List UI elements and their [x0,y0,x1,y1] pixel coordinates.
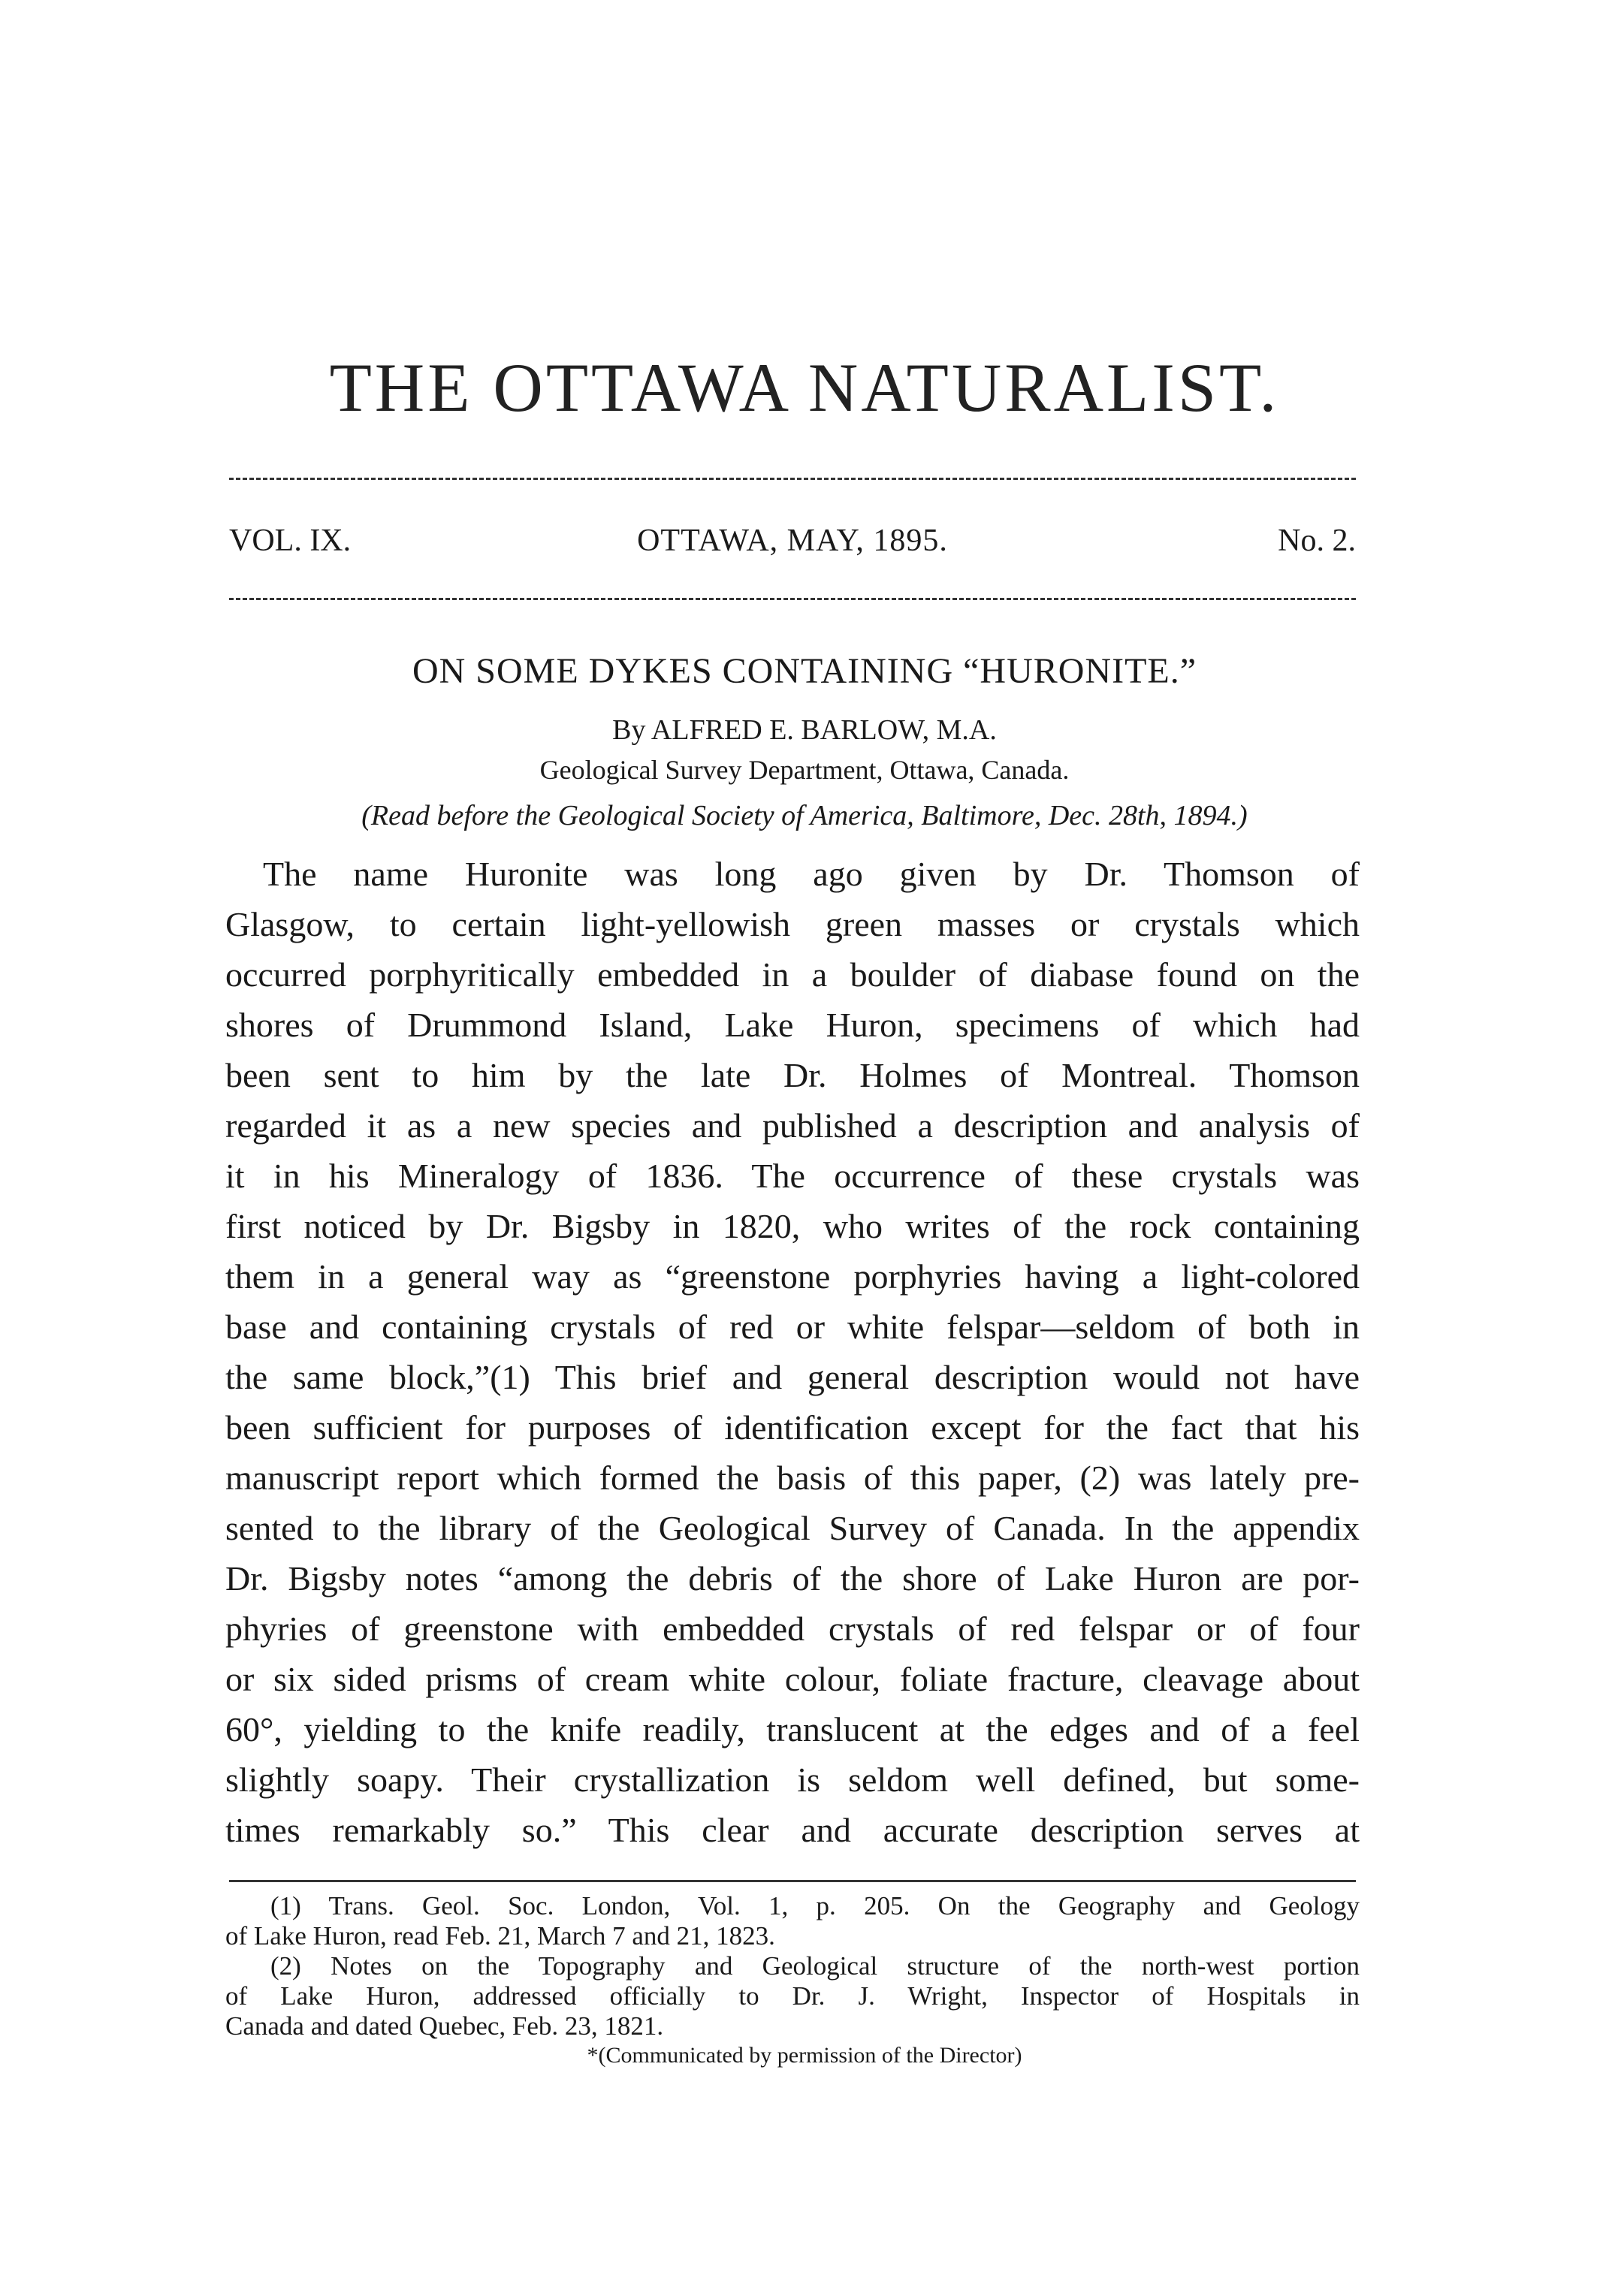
body-line: Dr. Bigsby notes “among the debris of the shore of Lake Huron are por- [225,1559,1360,1598]
body-line: been sufficient for purposes of identification except for the fact that his [225,1408,1360,1447]
body-line: regarded it as a new species and published a description and analysis of [225,1106,1360,1145]
article-body [225,849,1360,1855]
body-line: base and containing crystals of red or white felspar—seldom of both in [225,1308,1360,1346]
body-line: times remarkably so.” This clear and accurate description serves at [225,1811,1360,1849]
article-title: ON SOME DYKES CONTAINING “HURONITE.” [412,651,1197,691]
issue-number-label: No. 2. [1278,523,1356,558]
body-line: The name Huronite was long ago given by Dr. Thomson of [263,855,1360,893]
body-line: shores of Drummond Island, Lake Huron, specimens of which had [225,1006,1360,1044]
body-line: Glasgow, to certain light-yellowish green masses or crystals which [225,905,1360,943]
body-line: sented to the library of the Geological Survey of Canada. In the appendix [225,1509,1360,1547]
communication-credit: *(Communicated by permission of the Director) [587,2043,1022,2068]
footnote-line: of Lake Huron, read Feb. 21, March 7 and 21, 1823. [225,1921,775,1951]
issue-line [229,518,1356,563]
body-line: them in a general way as “greenstone porphyries having a light-colored [225,1257,1360,1296]
article-byline: By ALFRED E. BARLOW, M.A. [612,714,997,746]
body-line: 60°, yielding to the knife readily, translucent at the edges and of a feel [225,1710,1360,1748]
body-line: manuscript report which formed the basis of this paper, (2) was lately pre- [225,1459,1360,1497]
footnotes [225,1891,1360,2041]
footnote-line: (2) Notes on the Topography and Geological structure of the north-west portion [270,1951,1360,1981]
body-line: slightly soapy. Their crystallization is seldom well defined, but some- [225,1760,1360,1799]
masthead-rule-top [229,478,1356,480]
body-line: or six sided prisms of cream white colour, foliate fracture, cleavage about [225,1660,1360,1698]
footnote-line: of Lake Huron, addressed officially to Dr. J. Wright, Inspector of Hospitals in [225,1981,1360,2011]
footnote-line: (1) Trans. Geol. Soc. London, Vol. 1, p. 205. On the Geography and Geology [270,1891,1360,1920]
volume-label: VOL. IX. [229,523,352,558]
body-line: first noticed by Dr. Bigsby in 1820, who writes of the rock containing [225,1207,1360,1245]
footnote-line: Canada and dated Quebec, Feb. 23, 1821. [225,2011,664,2041]
author-affiliation: Geological Survey Department, Ottawa, Canada. [539,755,1070,785]
footnote-rule [229,1880,1356,1882]
body-line: the same block,”(1) This brief and general description would not have [225,1358,1360,1396]
masthead-title: THE OTTAWA NATURALIST. [329,349,1280,426]
body-line: phyries of greenstone with embedded crystals of red felspar or of four [225,1610,1360,1648]
read-before-note: (Read before the Geological Society of America, Baltimore, Dec. 28th, 1894.) [361,800,1248,831]
masthead-rule-bottom [229,598,1356,600]
place-date-label: OTTAWA, MAY, 1895. [637,523,948,558]
body-line: occurred porphyritically embedded in a boulder of diabase found on the [225,955,1360,994]
body-line: it in his Mineralogy of 1836. The occurrence of these crystals was [225,1157,1360,1195]
body-line: been sent to him by the late Dr. Holmes of Montreal. Thomson [225,1056,1360,1094]
